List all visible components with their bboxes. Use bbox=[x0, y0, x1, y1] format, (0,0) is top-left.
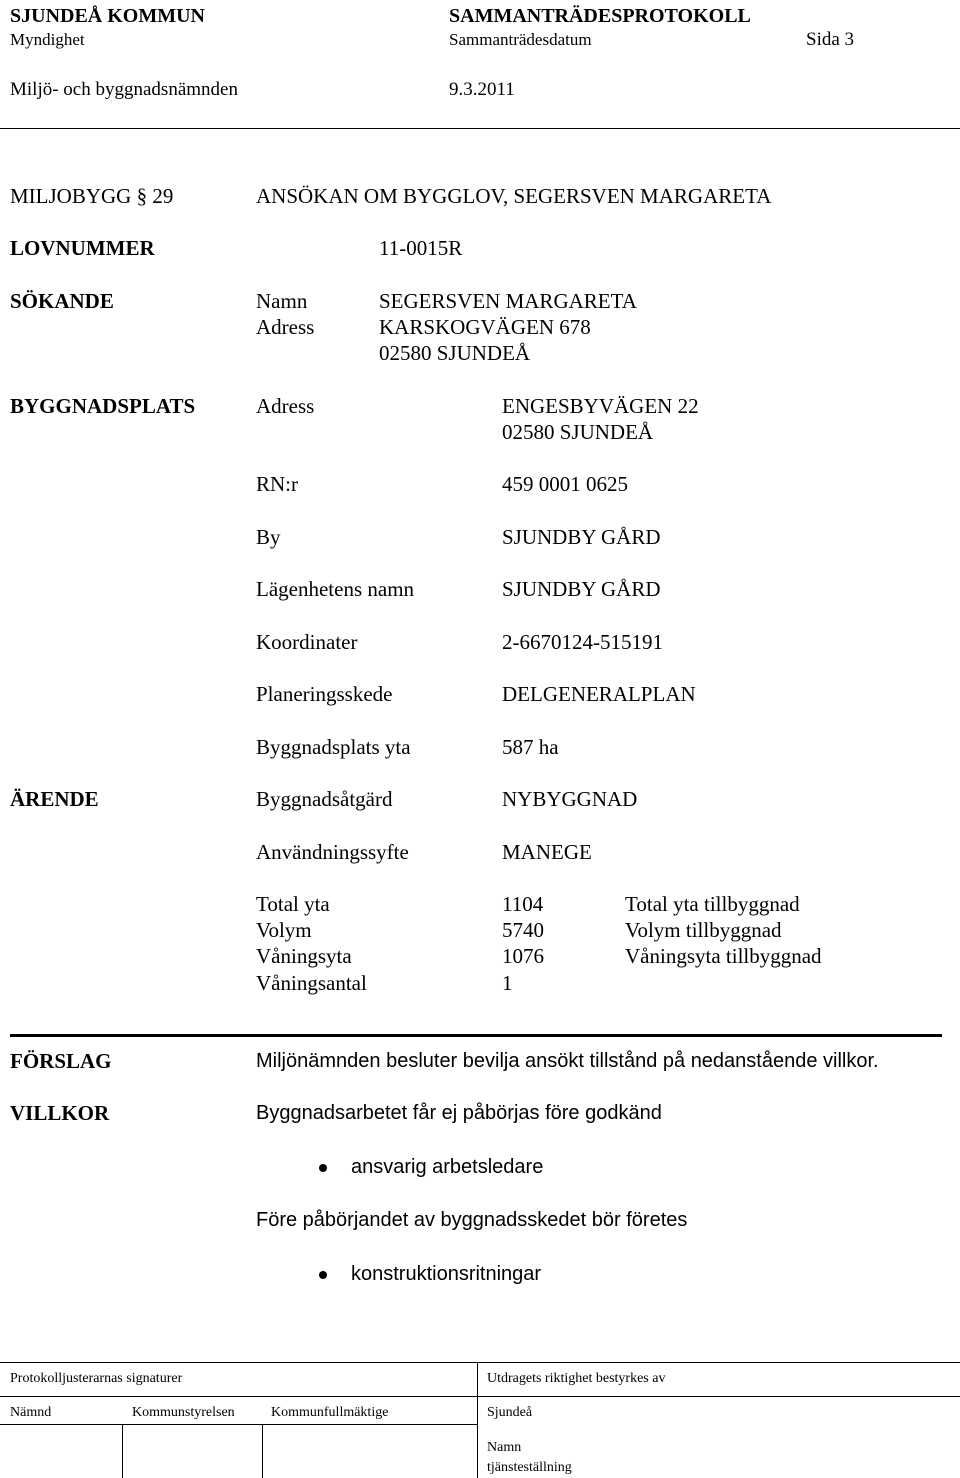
bullet-icon bbox=[319, 1164, 327, 1172]
footer-sig-divider bbox=[262, 1424, 263, 1478]
area-extension-label: Volym tillbyggnad bbox=[625, 918, 782, 942]
arende-row-value: NYBYGGNAD bbox=[502, 787, 638, 811]
byggnadsplats-postal: 02580 SJUNDEÅ bbox=[502, 420, 654, 444]
villkor-bullet-item: konstruktionsritningar bbox=[351, 1263, 542, 1285]
sokande-address: KARSKOGVÄGEN 678 bbox=[379, 315, 591, 339]
plot-row-value: 2-6670124-515191 bbox=[502, 630, 663, 654]
plot-row-value: DELGENERALPLAN bbox=[502, 682, 696, 706]
sokande-address-label: Adress bbox=[256, 315, 315, 339]
section-divider bbox=[10, 1034, 942, 1037]
footer-name-label: Namn bbox=[487, 1440, 522, 1455]
arende-row-value: MANEGE bbox=[502, 840, 592, 864]
villkor-label: VILLKOR bbox=[10, 1101, 110, 1125]
authority-name: Miljö- och byggnadsnämnden bbox=[10, 79, 238, 100]
footer-top-rule bbox=[0, 1362, 960, 1363]
sokande-label: SÖKANDE bbox=[10, 289, 114, 313]
area-extension-label: Våningsyta tillbyggnad bbox=[625, 944, 822, 968]
footer-mid-rule bbox=[0, 1396, 960, 1397]
forslag-text: Miljönämnden besluter bevilja ansökt tillstånd på nedanstående villkor. bbox=[256, 1050, 879, 1072]
area-label: Volym bbox=[256, 918, 312, 942]
footer-col-kommunfullmaktige: Kommunfullmäktige bbox=[271, 1405, 389, 1420]
byggnadsplats-label: BYGGNADSPLATS bbox=[10, 394, 196, 418]
sokande-postal: 02580 SJUNDEÅ bbox=[379, 341, 531, 365]
footer-place: Sjundeå bbox=[487, 1405, 533, 1420]
signatures-label: Protokolljusterarnas signaturer bbox=[10, 1371, 183, 1386]
footer-sig-rule bbox=[0, 1424, 477, 1425]
header-divider bbox=[0, 128, 960, 129]
footer-col-namnd: Nämnd bbox=[10, 1405, 52, 1420]
plot-row-label: RN:r bbox=[256, 472, 298, 496]
lovnummer-label: LOVNUMMER bbox=[10, 236, 155, 260]
case-code: MILJOBYGG § 29 bbox=[10, 184, 174, 208]
villkor-text: Före påbörjandet av byggnadsskedet bör företes bbox=[256, 1209, 688, 1231]
plot-row-label: Byggnadsplats yta bbox=[256, 735, 411, 759]
plot-row-label: Planeringsskede bbox=[256, 682, 393, 706]
area-value: 1 bbox=[502, 971, 513, 995]
plot-row-value: 459 0001 0625 bbox=[502, 472, 628, 496]
plot-row-label: Koordinater bbox=[256, 630, 358, 654]
villkor-bullet-item: ansvarig arbetsledare bbox=[351, 1156, 544, 1178]
plot-row-value: 587 ha bbox=[502, 735, 559, 759]
area-label: Våningsantal bbox=[256, 971, 367, 995]
area-value: 5740 bbox=[502, 918, 544, 942]
plot-row-value: SJUNDBY GÅRD bbox=[502, 525, 661, 549]
authority-label: Myndighet bbox=[10, 30, 85, 49]
area-value: 1076 bbox=[502, 944, 544, 968]
footer-column-divider bbox=[477, 1362, 478, 1478]
forslag-label: FÖRSLAG bbox=[10, 1049, 112, 1073]
plot-row-value: SJUNDBY GÅRD bbox=[502, 577, 661, 601]
sokande-name-label: Namn bbox=[256, 289, 308, 313]
case-title: ANSÖKAN OM BYGGLOV, SEGERSVEN MARGARETA bbox=[256, 184, 772, 208]
plot-row-label: Lägenhetens namn bbox=[256, 577, 415, 601]
sokande-name: SEGERSVEN MARGARETA bbox=[379, 289, 637, 313]
bullet-icon bbox=[319, 1271, 327, 1279]
org-name: SJUNDEÅ KOMMUN bbox=[10, 5, 205, 27]
attest-label: Utdragets riktighet bestyrkes av bbox=[487, 1371, 666, 1386]
area-label: Våningsyta bbox=[256, 944, 352, 968]
footer-sig-divider bbox=[122, 1424, 123, 1478]
page-number: Sida 3 bbox=[806, 29, 855, 50]
area-extension-label: Total yta tillbyggnad bbox=[625, 892, 800, 916]
meeting-date: 9.3.2011 bbox=[449, 79, 515, 100]
arende-row-label: Byggnadsåtgärd bbox=[256, 787, 393, 811]
arende-row-label: Användningssyfte bbox=[256, 840, 409, 864]
footer-col-kommunstyrelsen: Kommunstyrelsen bbox=[132, 1405, 235, 1420]
area-label: Total yta bbox=[256, 892, 330, 916]
area-value: 1104 bbox=[502, 892, 544, 916]
plot-row-label: By bbox=[256, 525, 281, 549]
byggnadsplats-address-label: Adress bbox=[256, 394, 315, 418]
footer-position-label: tjänsteställning bbox=[487, 1460, 572, 1475]
date-label: Sammanträdesdatum bbox=[449, 30, 592, 49]
lovnummer-value: 11-0015R bbox=[379, 236, 463, 260]
byggnadsplats-address: ENGESBYVÄGEN 22 bbox=[502, 394, 699, 418]
arende-label: ÄRENDE bbox=[10, 787, 99, 811]
document-type: SAMMANTRÄDESPROTOKOLL bbox=[449, 5, 751, 27]
villkor-text: Byggnadsarbetet får ej påbörjas före godkänd bbox=[256, 1102, 662, 1124]
